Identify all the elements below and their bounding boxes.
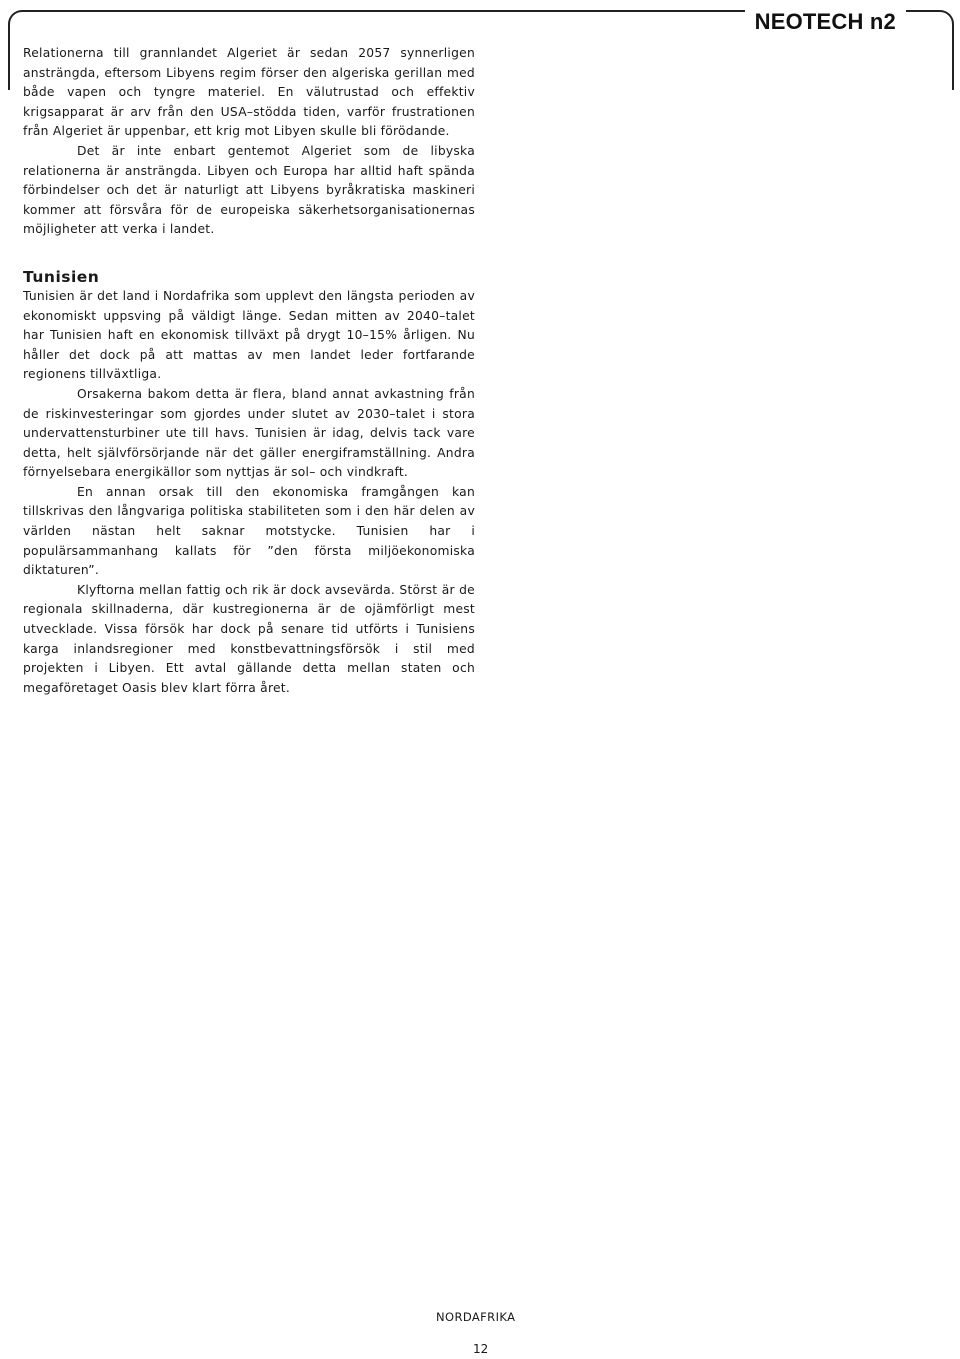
paragraph: Relationerna till grannlandet Algeriet är sedan 2057 synnerligen ansträngda, eftersom Libyens regim förser den algeriska gerillan med både vapen och tyngre materiel. En välutrustad och effektiv krigsapparat är arv från den USA–stödda tiden, varför frustrationen från Algeriet är uppenbar, ett krig mot Libyen skulle bli förödande. <box>23 46 475 139</box>
paragraph: Orsakerna bakom detta är flera, bland annat avkastning från de riskinvesteringar som gjordes under slutet av 2030–talet i stora undervattensturbiner ute till havs. Tunisien är idag, delvis tack vare detta, helt självförsörjande när det gäller energiframställning. Andra förnyelsebara energikällor som nyttjas är sol– och vindkraft. <box>23 386 475 480</box>
paragraph: Det är inte enbart gentemot Algeriet som de libyska relationerna är ansträngda. Libyen och Europa har alltid haft spända förbindelser och det är naturligt att Libyens byråkratiska maskineri kommer att försvåra för de europeiska säkerhetsorganisationernas möjligheter att verka i landet. <box>23 143 475 237</box>
paragraph: Tunisien är det land i Nordafrika som upplevt den längsta perioden av ekonomiskt uppsving på väldigt länge. Sedan mitten av 2040–talet har Tunisien haft en ekonomisk tillväxt på drygt 10–15% årligen. Nu håller det dock på att mattas av men landet leder fortfarande regionens tillväxtliga. <box>23 288 475 382</box>
paragraph: Klyftorna mellan fattig och rik är dock avsevärda. Störst är de regionala skillnaderna, där kustregionerna är de ojämförligt mest utvecklade. Vissa försök har dock på senare tid utförts i Tunisiens karga inlandsregioner med konstbevattningsförsök i stil med projekten i Libyen. Ett avtal gällande detta mellan staten och megaföretaget Oasis blev klart förra året. <box>23 582 475 695</box>
publication-title: NEOTECH n2 <box>745 10 906 34</box>
paragraph: En annan orsak till den ekonomiska framgången kan tillskrivas den långvariga politiska stabiliteten som i den här delen av världen nästan helt saknar motstycke. Tunisien har i populärsammanhang kallats för ”den första miljöekonomiska diktaturen”. <box>23 484 475 578</box>
section-heading: Tunisien <box>23 267 100 286</box>
footer-section-label: NORDAFRIKA <box>436 1310 516 1324</box>
page-number: 12 <box>473 1342 489 1356</box>
article-body <box>23 44 475 698</box>
